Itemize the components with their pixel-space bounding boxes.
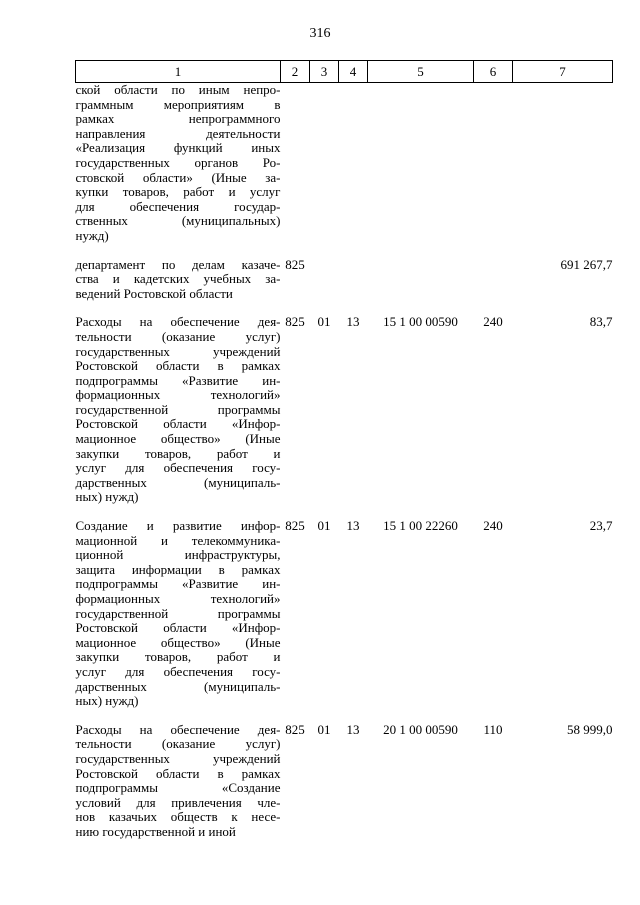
description-line: рамках непрограммного	[75, 111, 281, 127]
spacer-cell	[76, 709, 613, 723]
column-header: 6	[474, 61, 513, 83]
expense-type-cell	[474, 258, 513, 302]
table-row	[76, 258, 613, 302]
row-description	[76, 723, 281, 840]
description-line: Ростовской области «Инфор-	[75, 620, 281, 636]
row-spacer	[76, 505, 613, 519]
column-header: 1	[76, 61, 281, 83]
section-code-cell: 01	[317, 518, 331, 534]
budget-table	[75, 60, 613, 840]
subsection-code-cell	[339, 258, 368, 302]
description-line: государственных учреждений	[75, 750, 281, 766]
subsection-code-cell: 13	[346, 518, 360, 534]
admin-code-cell	[281, 83, 310, 244]
description-line: тельности (оказание услуг)	[75, 736, 281, 752]
row-description	[76, 315, 281, 505]
amount-cell: 691 267,7	[560, 256, 613, 272]
description-line: условий для привлечения чле-	[75, 794, 281, 810]
spacer-cell	[76, 244, 613, 258]
description-line: подпрограммы «Развитие ин-	[75, 372, 281, 388]
column-header: 7	[513, 61, 613, 83]
description-line: Создание и развитие инфор-	[75, 518, 281, 534]
description-line: купки товаров, работ и услуг	[75, 184, 281, 200]
description-line: формационных технологий»	[75, 591, 281, 606]
amount-cell: 23,7	[589, 518, 613, 534]
column-header: 3	[310, 61, 339, 83]
subsection-code-cell: 13	[346, 314, 360, 330]
description-line: нию государственной и иной	[75, 823, 236, 839]
description-line: ской области по иным непро-	[75, 82, 281, 97]
description-line: защита информации в рамках	[75, 561, 281, 577]
description-line: граммным мероприятиям в	[75, 96, 281, 112]
description-line: государственной программы	[75, 401, 281, 417]
description-line: стовской области» (Иные за-	[75, 169, 281, 185]
row-description	[76, 83, 281, 244]
target-article-cell	[368, 258, 474, 302]
row-spacer	[76, 301, 613, 315]
admin-code-cell: 825	[285, 314, 305, 330]
row-description	[76, 258, 281, 302]
description-line: «Реализация функций иных	[75, 140, 281, 156]
description-line: ционной инфраструктуры,	[75, 547, 281, 563]
description-line: формационных технологий»	[75, 387, 281, 403]
description-line: нужд)	[75, 227, 109, 243]
description-line: закупки товаров, работ и	[75, 649, 281, 665]
description-line: Расходы на обеспечение дея-	[75, 721, 281, 737]
section-code-cell	[310, 83, 339, 244]
admin-code-cell: 825	[285, 256, 305, 272]
description-line: ных) нужд)	[75, 489, 139, 505]
spacer-cell	[76, 505, 613, 519]
description-line: государственных учреждений	[75, 343, 281, 359]
description-line: подпрограммы «Развитие ин-	[75, 576, 281, 592]
description-line: закупки товаров, работ и	[75, 445, 281, 461]
expense-type-cell	[474, 83, 513, 244]
column-header: 4	[339, 61, 368, 83]
row-spacer	[76, 244, 613, 258]
spacer-cell	[76, 301, 613, 315]
table-row	[76, 83, 613, 244]
description-line: государственных органов Ро-	[75, 154, 281, 170]
section-code-cell: 01	[317, 721, 331, 737]
target-article-cell: 15 1 00 22260	[383, 518, 458, 534]
page-number: 316	[309, 26, 331, 41]
table-row	[76, 723, 613, 840]
description-line: дарственных (муниципаль-	[75, 678, 281, 694]
amount-cell	[513, 83, 613, 244]
description-line: услуг для обеспечения госу-	[75, 460, 281, 476]
header-row	[76, 61, 613, 83]
description-line: тельности (оказание услуг)	[75, 328, 281, 344]
description-line: ственных (муниципальных)	[75, 213, 281, 229]
description-line: мационной и телекоммуника-	[75, 532, 281, 548]
subsection-code-cell	[339, 83, 368, 244]
column-header: 5	[368, 61, 474, 83]
description-line: услуг для обеспечения госу-	[75, 663, 281, 679]
description-line: Расходы на обеспечение дея-	[75, 314, 281, 330]
subsection-code-cell: 13	[346, 721, 360, 737]
description-line: подпрограммы «Создание	[75, 780, 281, 796]
table-row	[76, 315, 613, 505]
description-line: мационное общество» (Иные	[75, 431, 281, 447]
target-article-cell	[368, 83, 474, 244]
description-line: дарственных (муниципаль-	[75, 474, 281, 490]
expense-type-cell: 240	[483, 518, 503, 534]
description-line: Ростовской области в рамках	[75, 765, 281, 781]
description-line: Ростовской области в рамках	[75, 358, 281, 374]
description-line: для обеспечения государ-	[75, 198, 281, 214]
admin-code-cell: 825	[285, 721, 305, 737]
description-line: ных) нужд)	[75, 693, 139, 709]
description-line: ства и кадетских учебных за-	[75, 271, 281, 287]
amount-cell: 58 999,0	[567, 721, 613, 737]
description-line: мационное общество» (Иные	[75, 634, 281, 650]
description-line: направления деятельности	[75, 125, 281, 141]
target-article-cell: 15 1 00 00590	[383, 314, 458, 330]
expense-type-cell: 240	[483, 314, 503, 330]
admin-code-cell: 825	[285, 518, 305, 534]
description-line: государственной программы	[75, 605, 281, 621]
row-description	[76, 519, 281, 709]
target-article-cell: 20 1 00 00590	[383, 721, 458, 737]
expense-type-cell: 110	[483, 721, 503, 737]
section-code-cell: 01	[317, 314, 331, 330]
section-code-cell	[310, 258, 339, 302]
column-header: 2	[281, 61, 310, 83]
amount-cell: 83,7	[589, 314, 613, 330]
description-line: ведений Ростовской области	[75, 285, 233, 301]
description-line: нов казачьих обществ к несе-	[75, 809, 281, 825]
table-row	[76, 519, 613, 709]
row-spacer	[76, 709, 613, 723]
description-line: Ростовской области «Инфор-	[75, 416, 281, 432]
description-line: департамент по делам казаче-	[75, 256, 281, 272]
